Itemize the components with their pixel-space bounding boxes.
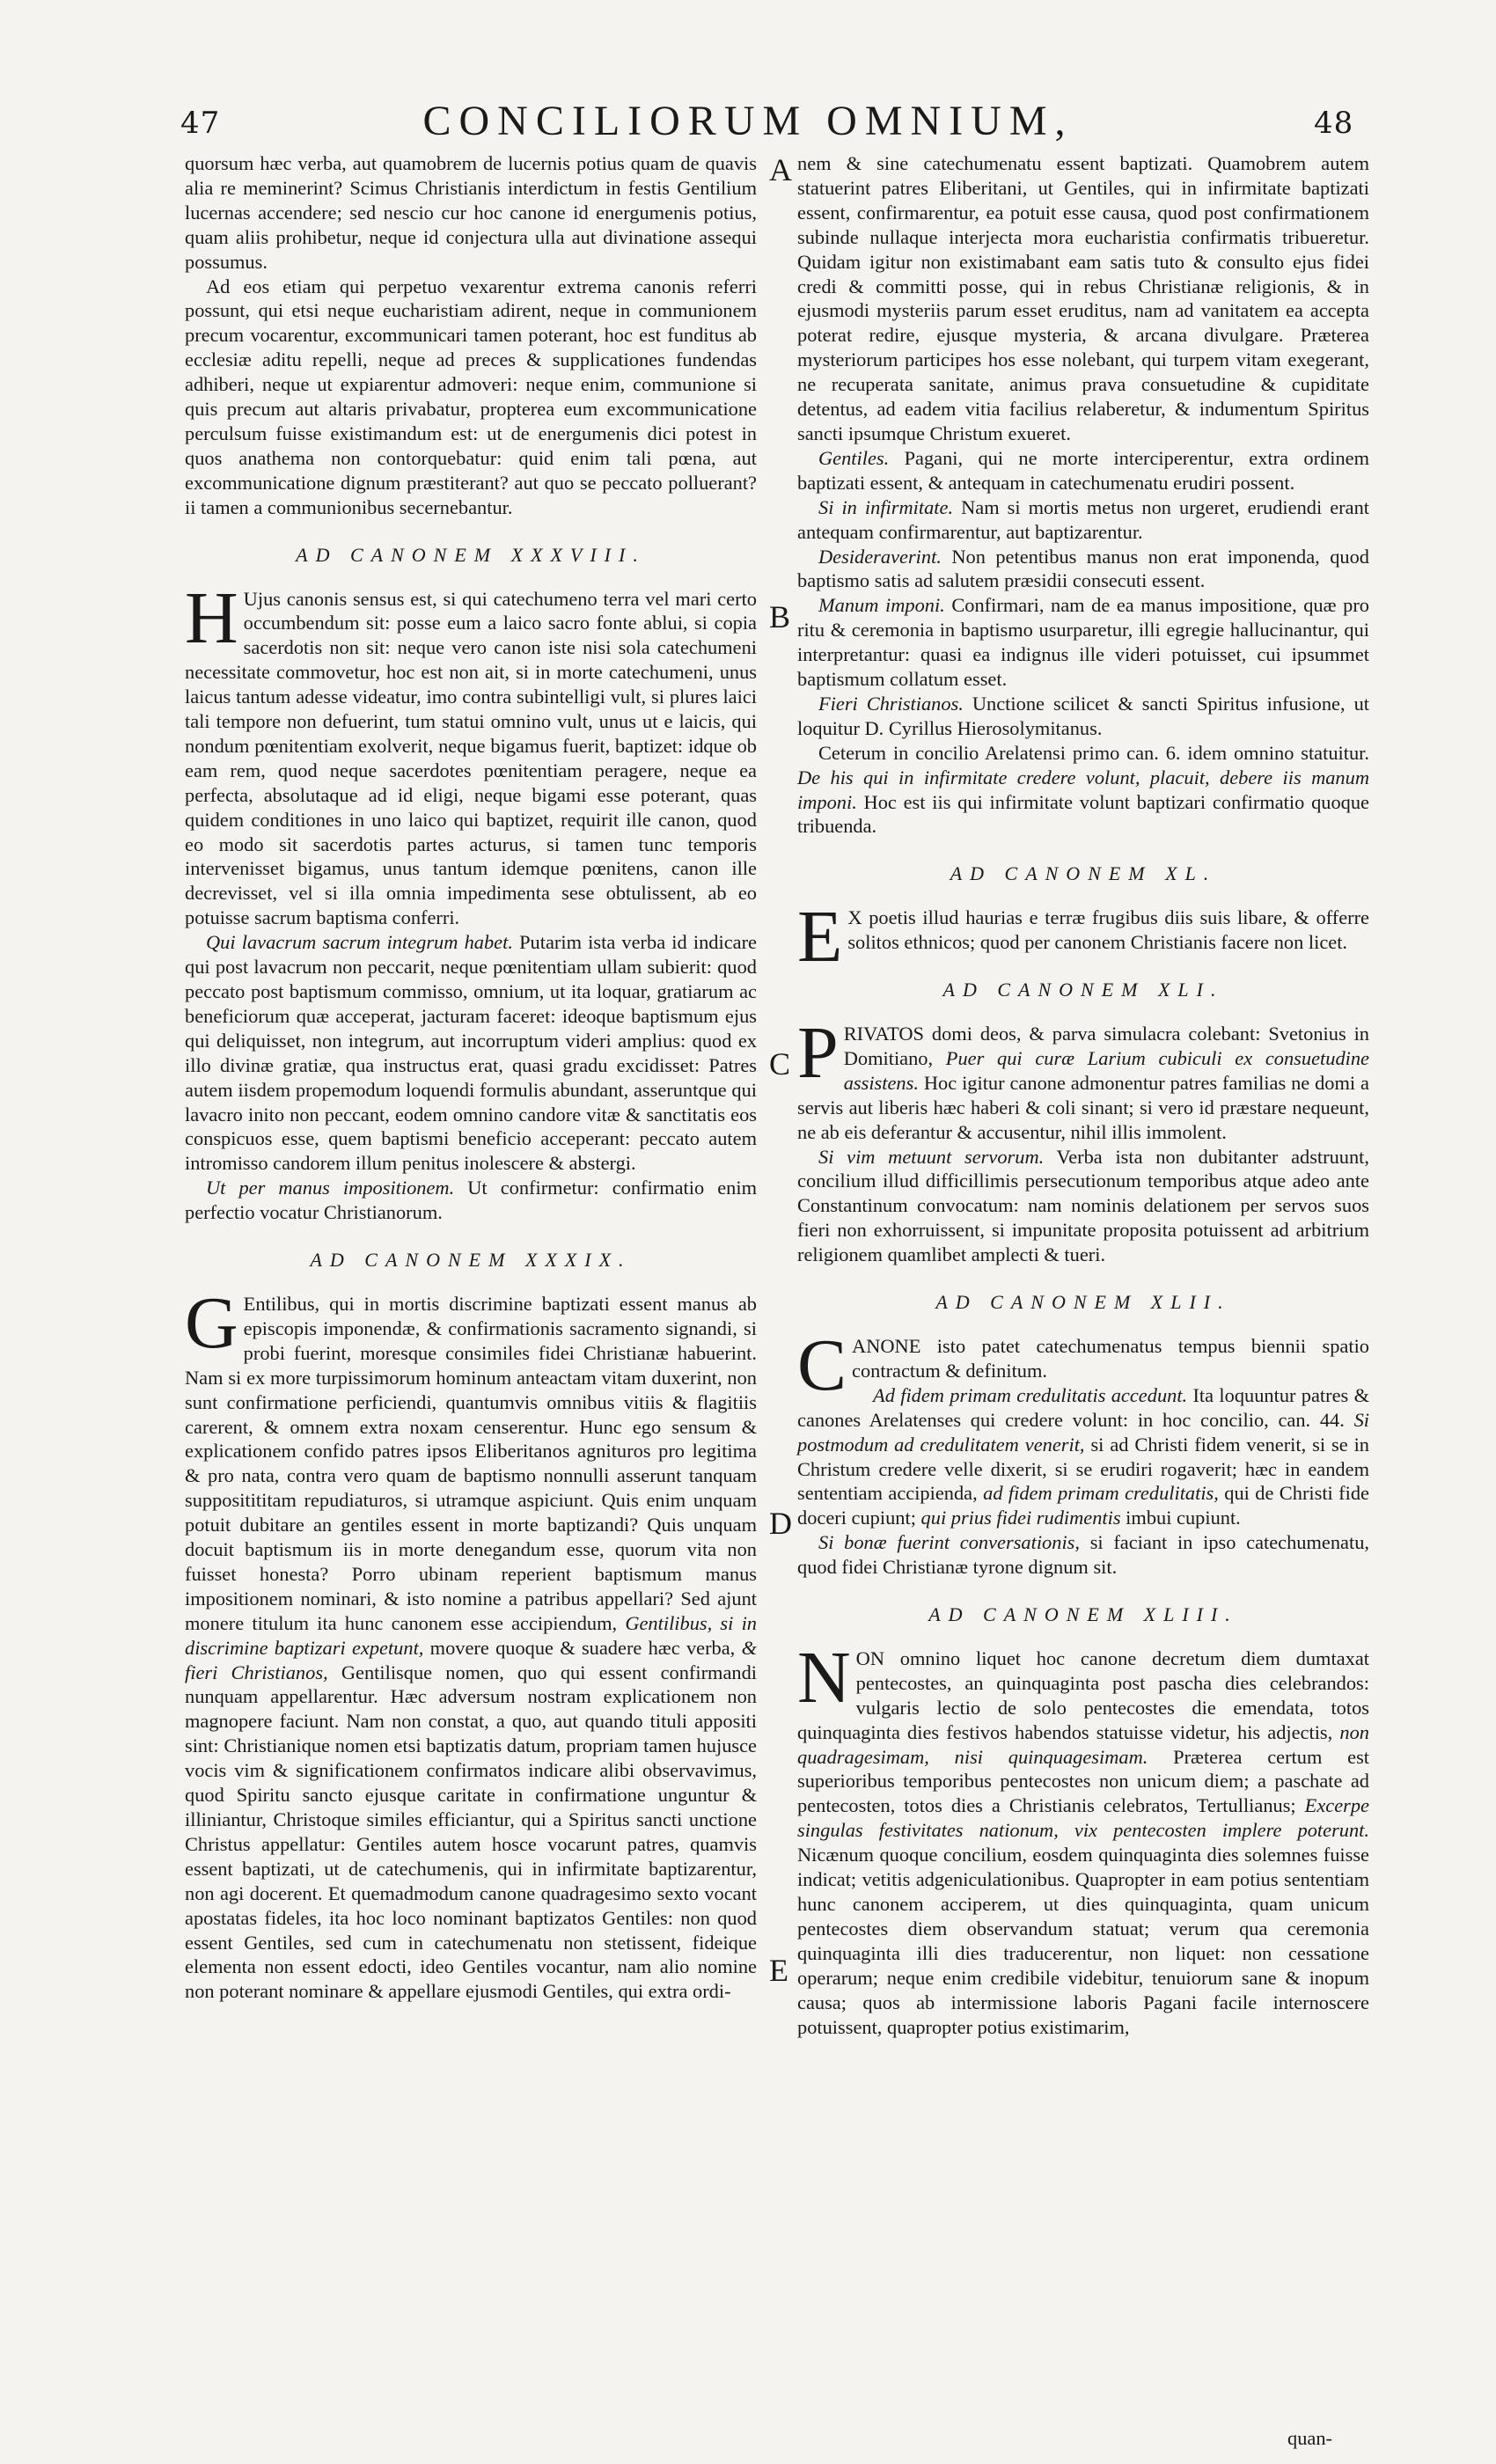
- section-heading: AD CANONEM XXXIX.: [310, 1249, 632, 1272]
- paragraph: H Ujus canonis sensus est, si qui catechumeno terra vel mari certo occumbendum sit: posse eum a laico sacro fonte ablui, si copia sacerdotis non sit: neque vero canon iste nisi sola catechumeni necessitate commovetur, hoc est non ait, si in morte catechumeni, unus laicus tantum adesse videatur, imo contra subintelligi vult, si plures laici tali tempore non defuerint, tum statui omnino vult, unus ut e laicis, qui nondum pœnitentiam exolverit, neque bigamus fuerit, baptizet: idque ob eam rem, quod neque sacerdotes pœnitentiam peragere, neque ea perfecta, absolutaque ad id eligi, neque bigami esse poterant, quas quidem conditiones in uno laico qui baptizet, requirit ille canon, quod eo modo sit sacerdotis partes acturus, si tamen tunc temporis intervenisset bigamus, unus tantum idemque pœnitens, canon ille decrevisset, vel si illa omnia impedimenta sese obtulissent, ab eo potuisse sacrum baptisma conferri.: [185, 576, 757, 929]
- section-heading: AD CANONEM XXXVIII.: [296, 543, 646, 566]
- section-heading: AD CANONEM XLIII.: [928, 1603, 1238, 1626]
- paragraph: quorsum hæc verba, aut quamobrem de lucernis potius quam de quavis alia re meminerint? Scimus Christianis interdictum in festis Gentilium lucernas accendere; sed nescio cur hoc canone id energumenis potius, quam aliis prohibetur, neque id conjectura ulla aut divinatione assequi possumus.: [185, 152, 757, 273]
- paragraph: CANONE isto patet catechumenatus tempus biennii spatio contractum & definitum.: [797, 1324, 1369, 1406]
- initial-letter: E: [797, 896, 843, 979]
- paragraph: Fieri Christianos. Unctione scilicet & sancti Spiritus infusione, ut loquitur D. Cyrillus Hierosolymitanus.: [797, 692, 1369, 739]
- initial-letter: H: [185, 576, 238, 659]
- paragraph: Si vim metuunt servorum. Verba ista non dubitanter adstruunt, concilium illud difficillimis persecutionum temporibus atque adeo ante Constantinum convocatum: nam nominis delationem per servos suos fieri non exhorruissent, si impunitate proposita potuissent ad arbitrium religionem quamlibet amplecti & tueri.: [797, 1145, 1369, 1266]
- paragraph: NON omnino liquet hoc canone decretum diem dumtaxat pentecostes, an quinquaginta post pascha dies celebrandos: vulgaris lectio de solo pentecostes die emendata, totos quinquaginta dies festivos habendos statuisse videtur, his adjectis, non quadragesimam, nisi quinquagesimam. Præterea certum est superioribus temporibus pentecostes non unicum diem; a paschate ad pentecosten, totos dies a Christianis celebratos, Tertullianus; Excerpe singulas festivitates nationum, vix pentecosten implere poterunt. Nicænum quoque concilium, eosdem quinquaginta dies solemnes fuisse indicat; vetitis adgeniculationibus. Quapropter in eam potius sententiam hunc canonem acciperem, ut dies quinquaginta, quam unicum pentecostes diem observandum statuat; verum qua ceremonia quinquaginta illi dies traducerentur, non liquet: non cessatione operarum; neque enim credibile videbitur, tenuiorum sane & inopum causa; quos ab intermissione laboris Pagani facile internoscere potuissent, quapropter potius existimarim,: [797, 1636, 1370, 2038]
- left-column: [185, 151, 757, 2004]
- initial-letter: N: [797, 1636, 851, 1719]
- paragraph: Ad eos etiam qui perpetuo vexarentur extrema canonis referri possunt, qui etsi neque eucharistiam adirent, neque in communionem precum vocarentur, excommunicari tamen poterant, hoc est funditus ab ecclesiæ aditu repelli, neque ad preces & supplicationes fundendas adhiberi, neque ut expiarentur admoveri: neque enim, communione si quis precum aut altaris privabatur, propterea eum excommunicatione perculsum fuisse existimandum est: ut de energumenis dici potest in quos anathema non contorquebatur: quid enim tali pœna, aut excommunicatione dignum præstiterant? aut quo se peccato polluerant? ii tamen a communionibus secernebantur.: [185, 275, 757, 518]
- paragraph: Qui lavacrum sacrum integrum habet. Putarim ista verba id indicare qui post lavacrum non peccarit, neque pœnitentiam ullam subierit: quod peccato post baptismum commisso, omnium, ut ita loquar, gratiarum ac beneficiorum quæ acceperat, jacturam faceret: ideoque baptismum ejus qui deliquisset, non integrum, aut incorruptum videri amplius: quod ex illo divinæ gratiæ, qua instructus erat, quasi gradu excidisset: Patres autem iisdem propemodum loquendi formulis abundant, asseruntque qui lavacro inito non peccant, eodem omnino candore vitæ & sanctitatis eos conspicuos esse, quem baptismi beneficio acceperant: peccato autem intromisso candorem illum penitus inolescere & abstergi.: [185, 931, 757, 1175]
- paragraph: Desideraverint. Non petentibus manus non erat imponenda, quod baptismo satis ad salutem præsidii consecuti essent.: [797, 545, 1369, 592]
- paragraph: Si in infirmitate. Nam si mortis metus non urgeret, erudiendi erant antequam confirmarentur, aut baptizarentur.: [797, 495, 1369, 543]
- page-number-left: 47: [180, 106, 221, 141]
- initial-letter: G: [185, 1281, 238, 1364]
- margin-letter-d: D: [769, 1506, 792, 1541]
- initial-letter: C: [797, 1324, 847, 1406]
- margin-letter-b: B: [769, 599, 791, 634]
- running-title: CONCILIORUM OMNIUM,: [422, 98, 1074, 144]
- margin-letter-a: A: [769, 152, 792, 187]
- paragraph: PRIVATOS domi deos, & parva simulacra colebant: Svetonius in Domitiano, Puer qui curæ Larium cubiculi ex consuetudine assistens. Hoc igitur canone admonentur patres familias ne domi a servis aut liberis hæc haberi & coli sinant; si vero id præstare nequeunt, ne ab eis deferantur & accusentur, nihil illis immolent.: [797, 1012, 1369, 1143]
- paragraph: Si bonæ fuerint conversationis, si faciant in ipso catechumenatu, quod fidei Christianæ tyrone dignum sit.: [797, 1531, 1369, 1579]
- initial-letter: P: [797, 1012, 839, 1094]
- paragraph: Ut per manus impositionem. Ut confirmetur: confirmatio enim perfectio vocatur Christianorum.: [185, 1177, 757, 1224]
- paragraph: G Entilibus, qui in mortis discrimine baptizati essent manus ab episcopis imponendæ, & confirmationis sacramento signandi, si probi fuerint, moresque consimiles fidei Christianæ habuerint. Nam si ex more turpissimorum hominum anteactam vitam duxerint, non sunt confirmatione perficiendi, quantumvis omnibus vitiis & flagitiis carerent, & omnem extra noxam censerentur. Hunc ego sensum & explicationem confido patres ipsos Eliberitanos agnituros pro legitima & pro nata, contra vero quam de baptismo nonnulli asserunt tanquam suppositititam repudiaturos, si utramque aspiciunt. Quis enim unquam potuit dubitare an gentiles essent in morte baptizandi? Quis unquam docuit baptismum iis in morte denegandum esse, quorum vita non fuisset honesta? Porro ubinam reperient baptismum manus impositionem nominari, & isto nomine a patribus appellari? Sed ajunt monere titulum ita hunc canonem esse accipiendum, Gentilibus, si in discrimine baptizari expetunt, movere quoque & suadere hæc verba, & fieri Christianos, Gentilisque nomen, quo qui essent confirmandi nunquam appellarentur. Hæc adversum nostram explicationem non magnopere faciunt. Nam non constat, a quo, aut quando tituli appositi sint: Christianique nomen etsi baptizatis datum, propriam tamen hujusce vocis vim & significationem confirmatos indicare alibi observavimus, quod Spiritu sancto ejusque caritate in confirmatione unguntur & illiniantur, Christoque similes efficiantur, qui a Spiritus sancti unctione Christus appellatur: Gentiles autem hosce vocarunt patres, quamvis essent baptizati, ut de catechumenis, qui in infirmitate baptizarentur, non agi docerent. Et quemadmodum canone quadragesimo sexto vocant apostatas fideles, ita hoc loco nominant baptizatos Gentiles: non quod essent Gentiles, sed cum in catechumenatu non stetissent, fideique elementa non essent edocti, ideo Gentiles vocantur, nam alio nomine non poterant nominare & appellare ejusmodi Gentiles, qui extra ordi-: [185, 1281, 757, 2003]
- catchword: quan-: [1287, 2427, 1332, 2449]
- paragraph: Gentiles. Pagani, qui ne morte interciperentur, extra ordinem baptizati essent, & antequam in catechumenatu erudiri possent.: [797, 446, 1369, 494]
- paragraph: Ceterum in concilio Arelatensi primo can. 6. idem omnino statuitur. De his qui in infirmitate credere volunt, placuit, debere iis manum imponi. Hoc est iis qui infirmitate volunt baptizari confirmatio quoque tribuenda.: [797, 741, 1369, 838]
- paragraph: Ad fidem primam credulitatis accedunt. Ita loquuntur patres & canones Arelatenses qui credere volunt: in hoc concilio, can. 44. Si postmodum ad credulitatem venerit, si ad Christi fidem venerit, si se in Christum credere velle dixerit, si se erudiri rogaverit; hæc in eandem sententiam accipienda, ad fidem primam credulitatis, qui de Christi fide doceri cupiunt; qui prius fidei rudimentis imbui cupiunt.: [797, 1383, 1369, 1529]
- section-heading: AD CANONEM XLI.: [942, 979, 1224, 1001]
- margin-letter-c: C: [769, 1046, 791, 1082]
- right-column: [797, 151, 1369, 2039]
- paragraph: nem & sine catechumenatu essent baptizati. Quamobrem autem statuerint patres Eliberitani, ut Gentiles, qui in infirmitate baptizati essent, confirmarentur, ea potuit esse causa, quod post confirmationem subinde nullaque interjecta mora eucharistia confirmatis tribueretur. Quidam igitur non existimabant eam satis tuto & consulto ejus fidei credi & committi posse, qui in rebus Christianæ religionis, & in ejusmodi mysteriis parum esset eruditus, nam ad vanitatem ea accepta poterat redire, ejusque mysteria, & arcana divulgare. Præterea mysteriorum participes hos esse nolebant, qui turpem vitam exegerant, ne recuperata sanitate, animus prava consuetudine & cupiditate detentus, ad eadem vitia facilius relaberetur, & indumentum Spiritus sancti ipsumque Christum exueret.: [797, 152, 1369, 444]
- page-number-right: 48: [1314, 106, 1354, 141]
- section-heading: AD CANONEM XLII.: [935, 1291, 1231, 1314]
- margin-letter-e: E: [769, 1953, 788, 1988]
- paragraph: E X poetis illud haurias e terræ frugibus diis suis libare, & offerre solitos ethnicos; quod per canonem Christianis facere non licet.: [797, 896, 1369, 979]
- section-heading: AD CANONEM XL.: [950, 862, 1217, 885]
- paragraph: Manum imponi. Confirmari, nam de ea manus impositione, quæ pro ritu & ceremonia in baptismo usurparetur, illi egregie hallucinantur, qui interpretantur: quasi ea indignus ille videri potuisset, cui ipsummet baptismum collatum esset.: [797, 594, 1369, 691]
